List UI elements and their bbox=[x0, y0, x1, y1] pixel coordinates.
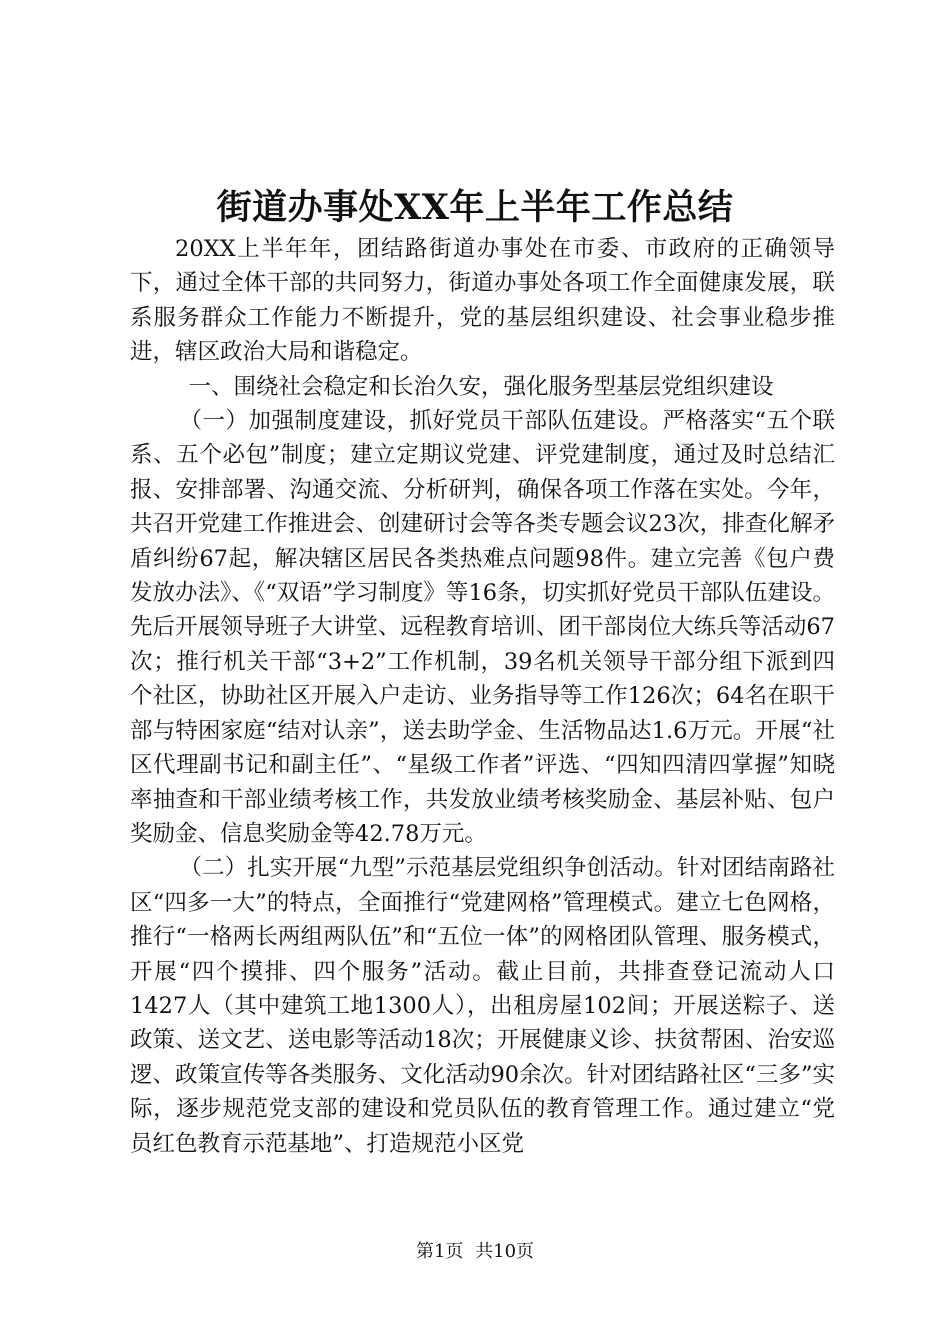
page-number: 第1页 bbox=[415, 1241, 464, 1262]
paragraph-intro: 20XX上半年年，团结路街道办事处在市委、市政府的正确领导下，通过全体干部的共同努力，街道办事处各项工作全面健康发展，联系服务群众工作能力不断提升，党的基层组织建设、社会事业稳步推进，辖区政治大局和谐稳定。 bbox=[130, 236, 835, 366]
section-heading-1: 一、围绕社会稳定和长治久安，强化服务型基层党组织建设 bbox=[188, 373, 774, 400]
page-total: 共10页 bbox=[475, 1241, 535, 1262]
paragraph-subsection-2: （二）扎实开展“九型”示范基层党组织争创活动。针对团结南路社区“四多一大”的特点，全面推行“党建网格”管理模式。建立七色网格，推行“一格两长两组两队伍”和“五位一体”的网格团队管理、服务模式，开展“四个摸排、四个服务”活动。截止目前，共排查登记流动人口1427人（其中建筑工地1300人），出租房屋102间；开展送粽子、送政策、送文艺、送电影等活动18次；开展健康义诊、扶贫帮困、治安巡逻、政策宣传等各类服务、文化活动90余次。针对团结路社区“三多”实际，逐步规范党支部的建设和党员队伍的教育管理工作。通过建立“党员红色教育示范基地”、打造规范小区党 bbox=[130, 855, 835, 1157]
page-footer bbox=[0, 1240, 950, 1264]
document-title: 街道办事处XX年上半年工作总结 bbox=[216, 187, 734, 228]
document-body bbox=[130, 232, 835, 1161]
paragraph-subsection-1: （一）加强制度建设，抓好党员干部队伍建设。严格落实“五个联系、五个必包”制度；建立定期议党建、评党建制度，通过及时总结汇报、安排部署、沟通交流、分析研判，确保各项工作落在实处。今年，共召开党建工作推进会、创建研讨会等各类专题会议23次，排查化解矛盾纠纷67起，解决辖区居民各类热难点问题98件。建立完善《包户费发放办法》、《“双语”学习制度》等16条，切实抓好党员干部队伍建设。先后开展领导班子大讲堂、远程教育培训、团干部岗位大练兵等活动67次；推行机关干部“3+2”工作机制，39名机关领导干部分组下派到四个社区，协助社区开展入户走访、业务指导等工作126次；64名在职干部与特困家庭“结对认亲”，送去助学金、生活物品达1.6万元。开展“社区代理副书记和副主任”、“星级工作者”评选、“四知四清四掌握”知晓率抽查和干部业绩考核工作，共发放业绩考核奖励金、基层补贴、包户奖励金、信息奖励金等42.78万元。 bbox=[130, 408, 835, 847]
